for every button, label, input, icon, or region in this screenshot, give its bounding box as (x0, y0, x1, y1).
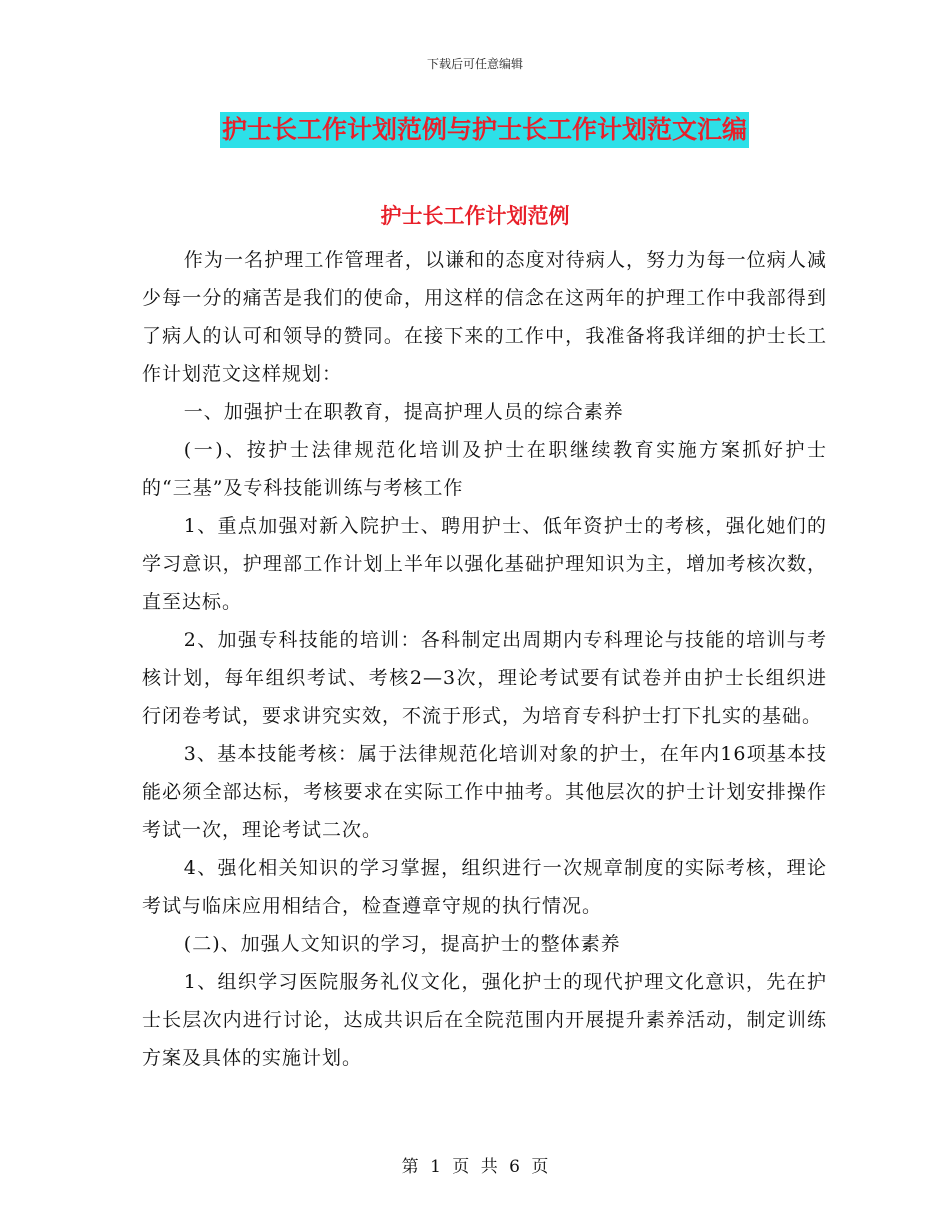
document-title: 护士长工作计划范例与护士长工作计划范文汇编 (220, 112, 749, 148)
paragraph: 2、加强专科技能的培训：各科制定出周期内专科理论与技能的培训与考核计划，每年组织考试、考核2—3次，理论考试要有试卷并由护士长组织进行闭卷考试，要求讲究实效，不流于形式，为培育专科护士打下扎实的基础。 (142, 629, 827, 727)
section-title: 护士长工作计划范例 (380, 203, 570, 228)
paragraph: 1、重点加强对新入院护士、聘用护士、低年资护士的考核，强化她们的学习意识，护理部工作计划上半年以强化基础护理知识为主，增加考核次数，直至达标。 (142, 515, 827, 613)
page-number: 第 1 页 共 6 页 (401, 1157, 549, 1177)
paragraph: 3、基本技能考核：属于法律规范化培训对象的护士，在年内16项基本技能必须全部达标，考核要求在实际工作中抽考。其他层次的护士计划安排操作考试一次，理论考试二次。 (142, 743, 827, 841)
paragraph: (一)、按护士法律规范化培训及护士在职继续教育实施方案抓好护士的“三基”及专科技能训练与考核工作 (142, 439, 827, 499)
header-note: 下载后可任意编辑 (426, 57, 523, 71)
paragraph: 一、加强护士在职教育，提高护理人员的综合素养 (183, 401, 624, 423)
paragraph: (二)、加强人文知识的学习，提高护士的整体素养 (183, 933, 621, 955)
paragraph: 1、组织学习医院服务礼仪文化，强化护士的现代护理文化意识，先在护士长层次内进行讨论，达成共识后在全院范围内开展提升素养活动，制定训练方案及具体的实施计划。 (142, 971, 827, 1069)
paragraph: 4、强化相关知识的学习掌握，组织进行一次规章制度的实际考核，理论考试与临床应用相结合，检查遵章守规的执行情况。 (142, 857, 827, 917)
document-body (142, 241, 827, 1077)
paragraph: 作为一名护理工作管理者，以谦和的态度对待病人，努力为每一位病人减少每一分的痛苦是我们的使命，用这样的信念在这两年的护理工作中我部得到了病人的认可和领导的赞同。在接下来的工作中，我准备将我详细的护士长工作计划范文这样规划： (142, 249, 827, 385)
